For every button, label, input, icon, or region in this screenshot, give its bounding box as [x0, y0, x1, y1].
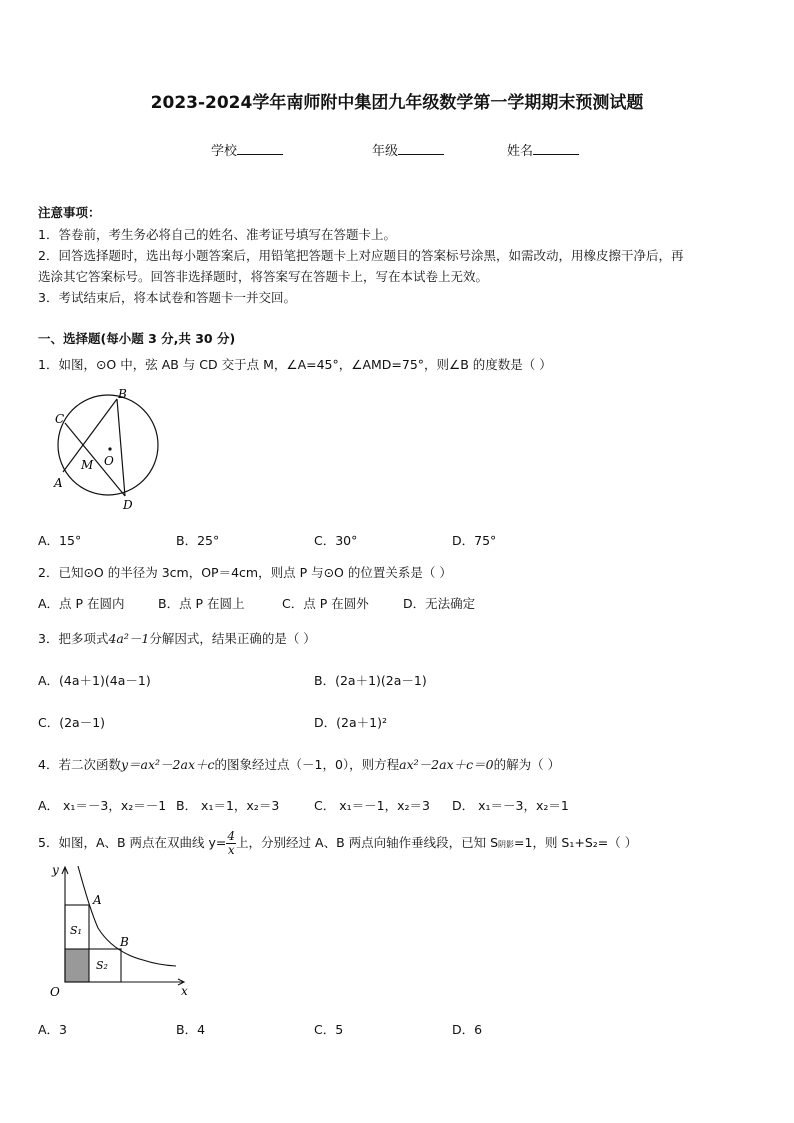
q2-option-a: A．点 P 在圆内: [38, 596, 125, 611]
q1-label-o: O: [104, 454, 114, 468]
q1-label-m: M: [81, 458, 94, 472]
q3-option-d: D．(2a＋1)²: [314, 715, 387, 730]
q5-option-d: D．6: [452, 1022, 483, 1037]
q2-option-b: B．点 P 在圆上: [158, 596, 245, 611]
q3-option-c: C．(2a－1): [38, 715, 106, 730]
q1-circle-figure: [45, 385, 170, 513]
q3-stem: 3．把多项式4a²－1分解因式，结果正确的是（ ）: [38, 631, 316, 646]
q1-option-d: D．75°: [452, 533, 497, 548]
notice-item-1: 1．答卷前，考生务必将自己的姓名、准考证号填写在答题卡上。: [38, 227, 396, 242]
q1-option-c: C．30°: [314, 533, 358, 548]
q5-hyperbola-figure: [38, 860, 198, 1005]
q5-label-o: O: [50, 985, 60, 999]
q5-label-s2: S₂: [96, 959, 108, 972]
notice-item-2: 2．回答选择题时，选出每小题答案后，用铅笔把答题卡上对应题目的答案标号涂黑，如需改动，用橡皮擦干净后，再: [38, 248, 684, 263]
school-field: 学校: [211, 140, 283, 159]
q4-option-a: A． x₁＝－3，x₂＝－1: [38, 798, 167, 813]
q2-option-c: C．点 P 在圆外: [282, 596, 369, 611]
q1-label-a: A: [54, 476, 63, 490]
q5-label-b: B: [120, 935, 129, 949]
q2-option-d: D．无法确定: [403, 596, 476, 611]
q5-label-s1: S₁: [70, 924, 82, 937]
q5-fraction: $\frac{4}{x}$: [227, 829, 236, 857]
notice-item-3: 3．考试结束后，将本试卷和答题卡一并交回。: [38, 290, 296, 305]
q5-option-c: C．5: [314, 1022, 344, 1037]
notice-item-2-cont: 选涂其它答案标号。回答非选择题时，将答案写在答题卡上，写在本试卷上无效。: [38, 269, 489, 284]
q4-option-b: B． x₁＝1，x₂＝3: [176, 798, 280, 813]
name-field: 姓名: [507, 140, 579, 159]
q2-stem: 2．已知⊙O 的半径为 3cm，OP＝4cm，则点 P 与⊙O 的位置关系是（ ）: [38, 565, 452, 580]
notice-heading: 注意事项：: [38, 205, 101, 220]
q5-label-y: y: [52, 863, 59, 877]
q5-option-a: A．3: [38, 1022, 68, 1037]
q4-function: y＝ax²－2ax＋c: [120, 757, 215, 772]
q1-label-c: C: [55, 412, 65, 426]
q4-stem: 4．若二次函数y＝ax²－2ax＋c的图象经过点（－1，0），则方程ax²－2ax＋c＝0的解为（ ）: [38, 757, 561, 772]
q1-stem: 1．如图，⊙O 中，弦 AB 与 CD 交于点 M，∠A=45°，∠AMD=75°，则∠B 的度数是（ ）: [38, 357, 552, 372]
q3-expression: 4a²－1: [108, 631, 150, 646]
q5-option-b: B．4: [176, 1022, 206, 1037]
q5-label-a: A: [93, 893, 102, 907]
q4-option-c: C． x₁＝－1，x₂＝3: [314, 798, 430, 813]
grade-field: 年级: [372, 140, 444, 159]
q4-option-d: D． x₁＝－3，x₂＝1: [452, 798, 569, 813]
q3-option-a: A．(4a＋1)(4a－1): [38, 673, 151, 688]
q1-option-a: A．15°: [38, 533, 82, 548]
page-title: 2023-2024学年南师附中集团九年级数学第一学期期末预测试题: [150, 93, 644, 113]
section-heading: 一、选择题(每小题 3 分,共 30 分): [38, 331, 236, 346]
q1-label-d: D: [123, 498, 133, 512]
q3-option-b: B．(2a＋1)(2a－1): [314, 673, 427, 688]
q1-option-b: B．25°: [176, 533, 220, 548]
q5-stem: 5．如图，A、B 两点在双曲线 y= $\frac{4}{x}$ 上，分别经过 A、B 两点向轴作垂线段，已知 S阴影=1，则 S₁+S₂=（ ）: [38, 829, 638, 857]
q1-label-b: B: [118, 387, 127, 401]
q5-label-x: x: [181, 984, 188, 998]
q4-equation: ax²－2ax＋c＝0: [399, 757, 494, 772]
